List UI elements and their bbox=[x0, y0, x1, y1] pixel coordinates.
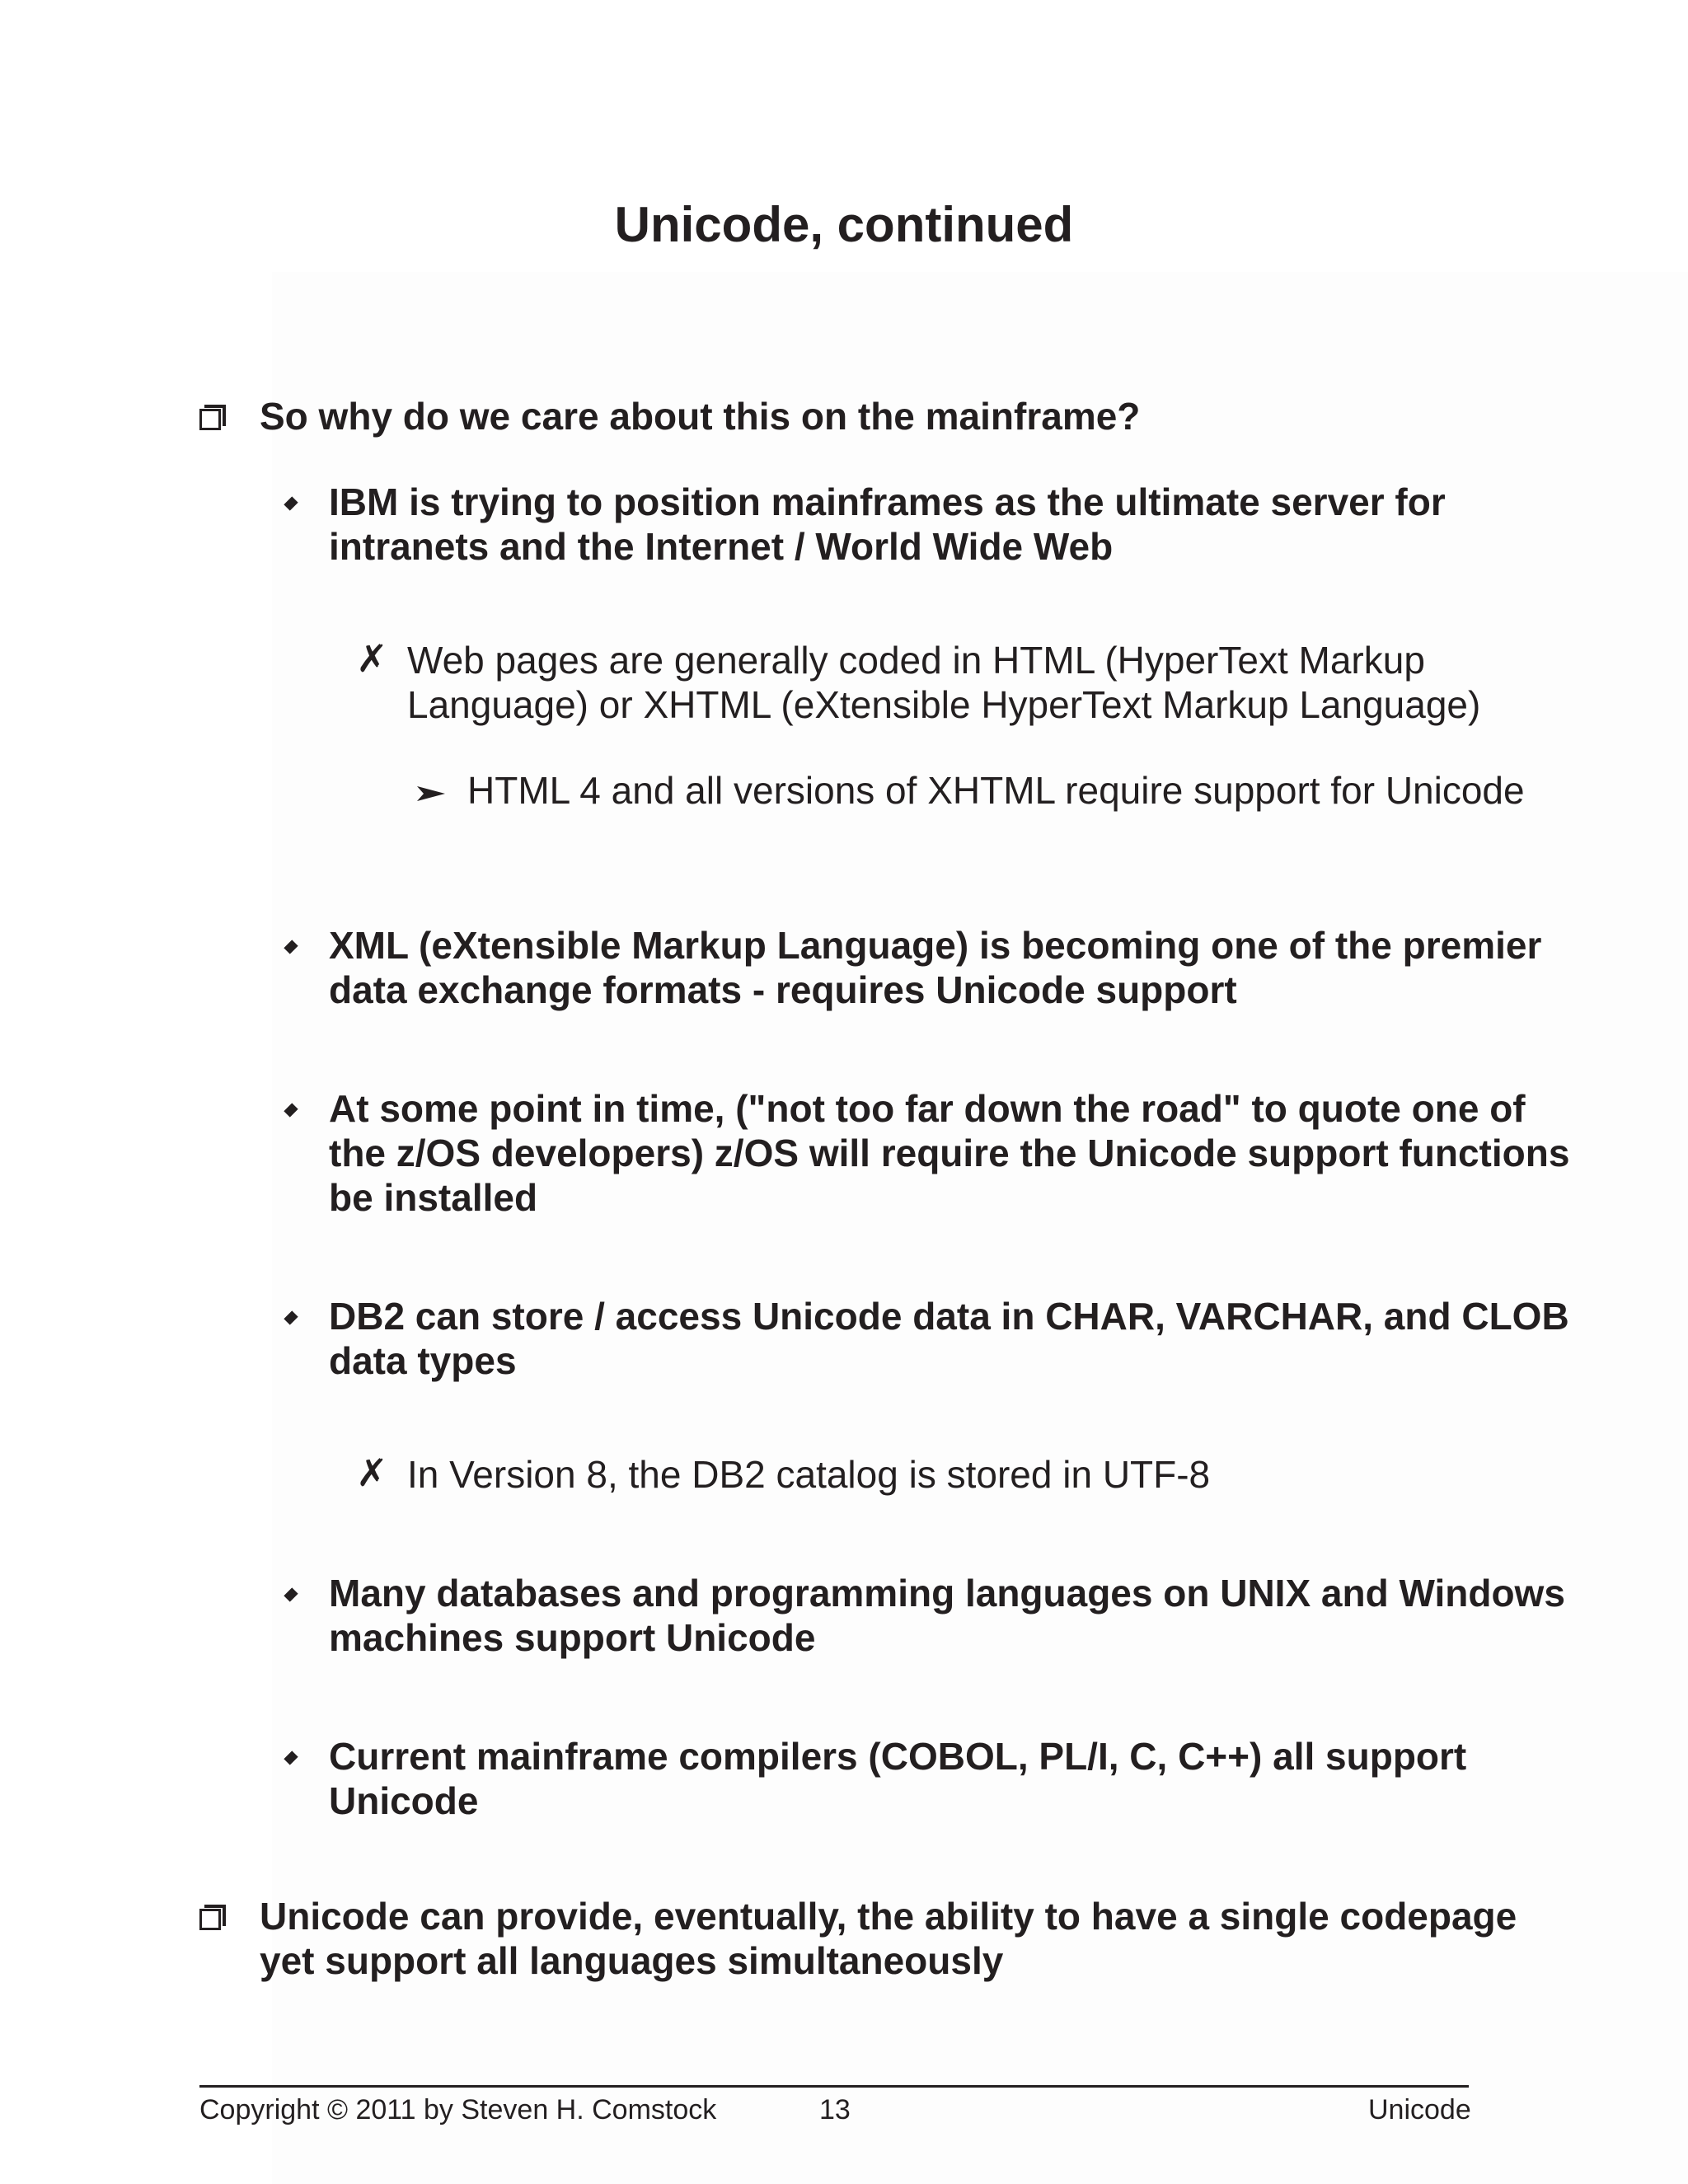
bullet-text: HTML 4 and all versions of XHTML require support for Unicode bbox=[467, 769, 1525, 812]
bullet-text: Unicode can provide, eventually, the ability to have a single codepage yet support all languages simultaneously bbox=[260, 1895, 1517, 1982]
bullet-text: Current mainframe compilers (COBOL, PL/I, C, C++) all support Unicode bbox=[329, 1735, 1467, 1822]
diamond-bullet-icon bbox=[284, 496, 298, 510]
bullet-text: Many databases and programming languages on UNIX and Windows machines support Unicode bbox=[329, 1572, 1565, 1659]
bullet-item-compilers bbox=[283, 1734, 1577, 1823]
bullet-item-zos-requirement bbox=[283, 1086, 1577, 1220]
square-checkbox-icon bbox=[199, 405, 226, 431]
bullet-text: At some point in time, ("not too far down the road" to quote one of the z/OS developers) z/OS will require the Unicode support functions be installed bbox=[329, 1087, 1570, 1219]
bullet-item-single-codepage bbox=[199, 1894, 1568, 1983]
bullet-item-db2-catalog bbox=[356, 1452, 1576, 1497]
diamond-bullet-icon bbox=[284, 940, 298, 954]
page-title: Unicode, continued bbox=[614, 197, 1074, 252]
footer-copyright: Copyright © 2011 by Steven H. Comstock bbox=[199, 2094, 717, 2125]
diamond-bullet-icon bbox=[284, 1750, 298, 1765]
bullet-item-databases bbox=[283, 1571, 1577, 1660]
bullet-text: So why do we care about this on the mainframe? bbox=[260, 395, 1141, 438]
bullet-item-web-pages bbox=[356, 638, 1576, 727]
footer-rule bbox=[199, 2085, 1469, 2088]
bullet-item-xml bbox=[283, 923, 1577, 1012]
bullet-text: XML (eXtensible Markup Language) is becoming one of the premier data exchange formats - requires Unicode support bbox=[329, 924, 1542, 1011]
square-checkbox-icon bbox=[199, 1905, 226, 1931]
bullet-text: Web pages are generally coded in HTML (HyperText Markup Language) or XHTML (eXtensible HyperText Markup Language) bbox=[407, 639, 1481, 726]
diamond-bullet-icon bbox=[284, 1103, 298, 1117]
bullet-text: DB2 can store / access Unicode data in CHAR, VARCHAR, and CLOB data types bbox=[329, 1295, 1569, 1382]
diamond-bullet-icon bbox=[284, 1310, 298, 1324]
footer-page-number: 13 bbox=[819, 2094, 851, 2125]
bullet-item-ibm-position bbox=[283, 480, 1577, 569]
bullet-text: IBM is trying to position mainframes as the ultimate server for intranets and the Internet / World Wide Web bbox=[329, 480, 1446, 568]
bullet-item-html4 bbox=[417, 768, 1571, 813]
diamond-bullet-icon bbox=[284, 1587, 298, 1601]
bullet-item-db2-types bbox=[283, 1294, 1577, 1383]
x-mark-icon: ✗ bbox=[356, 1451, 388, 1494]
x-mark-icon: ✗ bbox=[356, 637, 388, 680]
bullet-text: In Version 8, the DB2 catalog is stored in UTF-8 bbox=[407, 1453, 1211, 1496]
bullet-item-mainframe-question bbox=[199, 394, 1568, 438]
arrowhead-bullet-icon bbox=[417, 786, 445, 801]
footer-section: Unicode bbox=[1368, 2094, 1471, 2125]
